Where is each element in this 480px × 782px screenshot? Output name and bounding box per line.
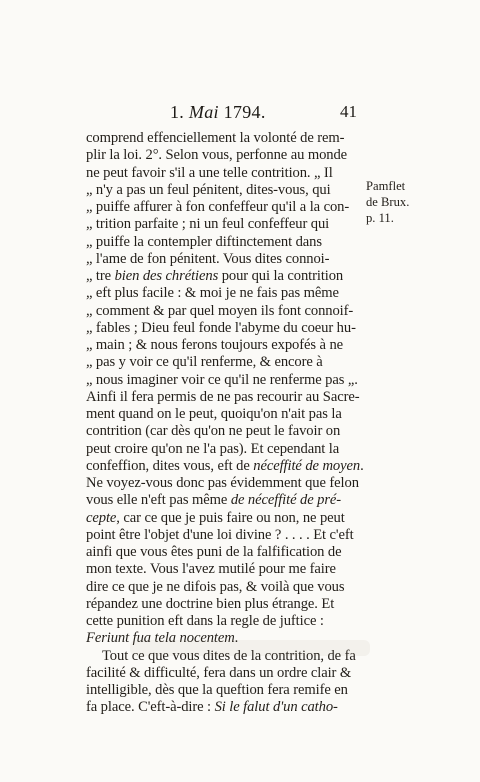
text-run: .	[234, 630, 239, 647]
title-year: 1794.	[223, 102, 266, 122]
text-line: Ainfi il fera permis de ne pas recourir au Sacre-	[86, 388, 360, 405]
running-title	[170, 102, 266, 123]
page-number: 41	[340, 102, 357, 121]
text-line: „ puiffe affurer à fon confeffeur qu'il a la con-	[86, 199, 350, 215]
text-line	[86, 458, 366, 475]
text-line: „ main ; & nous ferons toujours expofés à ne	[86, 337, 344, 353]
text-run: confeffion, dites vous, eft de	[86, 457, 254, 474]
text-line: ne peut favoir s'il a une telle contrition. „ Il	[86, 164, 333, 181]
body-text	[86, 130, 366, 717]
text-line: point être l'objet d'une loi divine ? . . . . Et c'eft	[86, 526, 354, 543]
margin-note-line: Pamflet	[366, 179, 406, 193]
text-line: „ trition parfaite ; ni un feul confeffeur qui	[86, 216, 330, 233]
text-line: ment quand on le peut, quoiqu'on n'ait pas la	[86, 406, 342, 422]
italic-run: Feriunt fua tela nocentem	[86, 630, 235, 647]
text-line: ainfi que vous êtes puni de la falfification de	[86, 544, 342, 560]
text-line: „ l'ame de fon pénitent. Vous dites connoi-	[86, 250, 330, 267]
text-line	[86, 510, 366, 527]
text-line: mon texte. Vous l'avez mutilé pour me faire	[86, 561, 336, 578]
text-line: „ comment & par quel moyen ils font connoif-	[86, 302, 354, 319]
italic-run: néceffité de moyen	[253, 457, 361, 474]
text-line: Ne voyez-vous donc pas évidemment que felon	[86, 475, 359, 491]
italic-run: bien des chrétiens	[114, 268, 219, 284]
text-line: „ eft plus facile : & moi je ne fais pas même	[86, 285, 339, 302]
text-run: , car ce que je puis faire ou non, ne peut	[116, 509, 345, 526]
text-run: .	[360, 457, 364, 474]
text-run: vous elle n'eft pas même	[86, 492, 231, 509]
text-line: facilité & difficulté, fera dans un ordre clair &	[86, 664, 352, 681]
text-line: „ puiffe la contempler diftinctement dans	[86, 233, 322, 250]
title-day: 1.	[170, 102, 185, 122]
text-run: fa place. C'eft-à-dire :	[86, 699, 215, 716]
text-line: „ pas y voir ce qu'il renferme, & encore à	[86, 354, 323, 371]
text-line	[86, 699, 366, 716]
text-line: plir la loi. 2°. Selon vous, perfonne au monde	[86, 147, 348, 164]
text-line: contrition (car dès qu'on ne peut le favoir on	[86, 423, 341, 440]
paper-stain	[130, 640, 370, 656]
text-run: pour qui la contrition	[218, 268, 344, 284]
text-run: „ tre	[86, 268, 115, 284]
text-line: comprend effenciellement la volonté de rem-	[86, 130, 345, 146]
text-line: intelligible, dès que la queftion fera remife en	[86, 682, 348, 698]
text-line	[86, 268, 366, 285]
text-line: dire ce que je ne difois pas, & voilà que vous	[86, 578, 345, 595]
title-month: Mai	[188, 102, 219, 122]
text-line: cette punition eft dans la regle de juftice :	[86, 613, 324, 629]
text-line: „ n'y a pas un feul pénitent, dites-vous, qui	[86, 181, 331, 198]
text-line: „ fables ; Dieu feul fonde l'abyme du coeur hu-	[86, 319, 356, 336]
text-line	[86, 492, 366, 509]
italic-run: de néceffité de pré-	[230, 492, 342, 509]
text-line: peut croire qu'on ne l'a pas). Et cependant la	[86, 440, 340, 457]
running-header	[0, 100, 480, 124]
text-line: répandez une doctrine bien plus étrange. Et	[86, 595, 335, 612]
margin-note-line: de Brux.	[366, 195, 410, 209]
italic-run: cepte	[86, 509, 117, 526]
margin-note-line: p. 11.	[366, 211, 394, 225]
margin-note	[366, 178, 436, 226]
italic-run: Si le falut d'un catho-	[214, 699, 338, 716]
text-line: „ nous imaginer voir ce qu'il ne renferme pas „.	[86, 371, 358, 388]
text-line: Tout ce que vous dites de la contrition, de fa	[102, 647, 356, 664]
